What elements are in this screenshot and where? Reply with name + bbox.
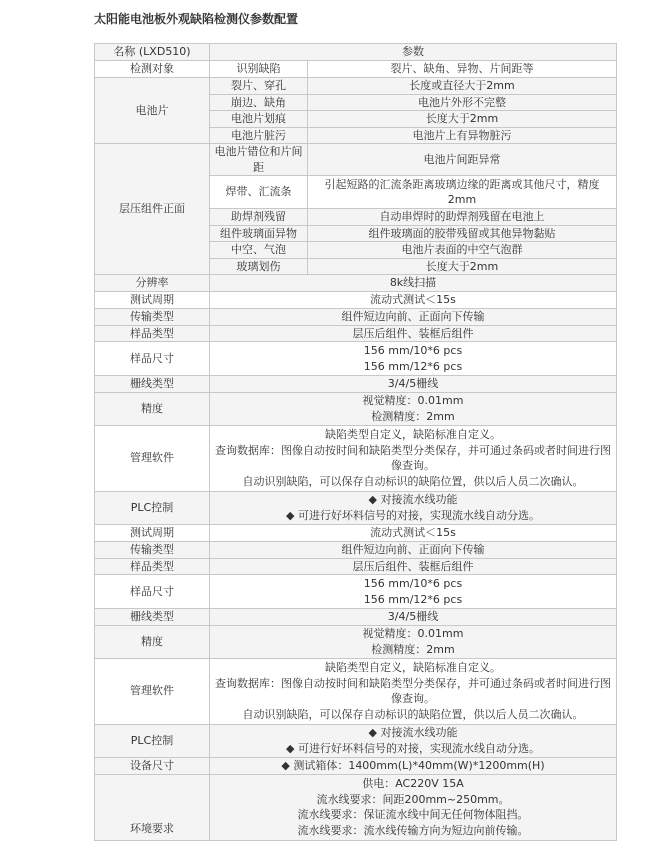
environment-line: 流水线要求：保证流水线中间无任何物体阻挡。 — [297, 808, 529, 821]
header-name: 名称 (LXD510) — [95, 44, 210, 61]
cycle-label: 测试周期 — [95, 524, 210, 541]
plc-value — [210, 724, 617, 757]
precision-value — [210, 392, 617, 425]
device-size-value: ◆ 测试箱体：1400mm(L)*40mm(W)*1200mm(H) — [210, 757, 617, 774]
sample-size-label: 样品尺寸 — [95, 342, 210, 376]
grid-value: 3/4/5栅线 — [210, 609, 617, 626]
cell-row — [95, 78, 617, 95]
detect-sub: 识别缺陷 — [210, 61, 308, 78]
plc-value — [210, 491, 617, 524]
grid-label: 栅线类型 — [95, 376, 210, 393]
detect-label: 检测对象 — [95, 61, 210, 78]
laminate-sub: 玻璃划伤 — [210, 258, 308, 275]
grid-label: 栅线类型 — [95, 609, 210, 626]
software-row — [95, 658, 617, 724]
cycle-row — [95, 524, 617, 541]
cell-value: 电池片上有异物脏污 — [308, 127, 617, 144]
sample-size-line: 156 mm/10*6 pcs — [363, 577, 463, 590]
plc-row — [95, 724, 617, 757]
plc-line: ◆ 可进行好坏料信号的对接，实现流水线自动分选。 — [286, 508, 540, 522]
laminate-value: 引起短路的汇流条距离玻璃边缘的距离或其他尺寸，精度2mm — [308, 176, 617, 209]
cell-label: 电池片 — [95, 78, 210, 144]
laminate-value: 自动串焊时的助焊剂残留在电池上 — [308, 209, 617, 226]
laminate-value: 长度大于2mm — [308, 258, 617, 275]
laminate-sub: 组件玻璃面异物 — [210, 225, 308, 242]
software-label: 管理软件 — [95, 658, 210, 724]
cycle-value: 流动式测试＜15s — [210, 524, 617, 541]
transfer-label: 传输类型 — [95, 308, 210, 325]
sample-type-row — [95, 558, 617, 575]
page-title: 太阳能电池板外观缺陷检测仪参数配置 — [94, 12, 299, 26]
laminate-sub: 焊带、汇流条 — [210, 176, 308, 209]
environment-line: 流水线要求：间距200mm~250mm。 — [316, 792, 510, 806]
transfer-row — [95, 308, 617, 325]
precision-label: 精度 — [95, 625, 210, 658]
precision-value — [210, 625, 617, 658]
header-param: 参数 — [210, 44, 617, 61]
precision-line: 视觉精度：0.01mm — [362, 394, 464, 407]
sample-type-row — [95, 325, 617, 342]
detect-value: 裂片、缺角、异物、片间距等 — [308, 61, 617, 78]
software-label: 管理软件 — [95, 425, 210, 491]
software-line: 自动识别缺陷，可以保存自动标识的缺陷位置，供以后人员二次确认。 — [242, 474, 584, 488]
environment-line: 供电：AC220V 15A — [362, 777, 464, 790]
sample-size-value — [210, 342, 617, 376]
plc-line: ◆ 对接流水线功能 — [368, 493, 458, 506]
plc-line: ◆ 可进行好坏料信号的对接，实现流水线自动分选。 — [286, 741, 540, 755]
sample-type-label: 样品类型 — [95, 325, 210, 342]
device-size-label: 设备尺寸 — [95, 757, 210, 774]
header-row — [95, 44, 617, 61]
precision-line: 视觉精度：0.01mm — [362, 627, 464, 640]
cell-sub: 电池片划痕 — [210, 111, 308, 128]
detect-row — [95, 61, 617, 78]
precision-row — [95, 392, 617, 425]
cell-value: 电池片外形不完整 — [308, 94, 617, 111]
device-size-row — [95, 757, 617, 774]
sample-type-label: 样品类型 — [95, 558, 210, 575]
sample-type-value: 层压后组件、装框后组件 — [210, 558, 617, 575]
plc-label: PLC控制 — [95, 724, 210, 757]
transfer-label: 传输类型 — [95, 541, 210, 558]
sample-size-value — [210, 575, 617, 609]
precision-label: 精度 — [95, 392, 210, 425]
cell-sub: 崩边、缺角 — [210, 94, 308, 111]
sample-size-row — [95, 575, 617, 609]
resolution-value: 8k线扫描 — [210, 275, 617, 292]
sample-type-value: 层压后组件、装框后组件 — [210, 325, 617, 342]
environment-value — [210, 774, 617, 840]
transfer-value: 组件短边向前、正面向下传输 — [210, 541, 617, 558]
laminate-value: 电池片间距异常 — [308, 144, 617, 176]
cycle-label: 测试周期 — [95, 291, 210, 308]
cycle-value: 流动式测试＜15s — [210, 291, 617, 308]
software-line: 自动识别缺陷，可以保存自动标识的缺陷位置，供以后人员二次确认。 — [242, 707, 584, 721]
precision-line: 检测精度：2mm — [371, 409, 455, 423]
sample-size-line: 156 mm/12*6 pcs — [363, 592, 463, 606]
environment-line: 流水线要求：流水线传输方向为短边向前传输。 — [297, 823, 529, 837]
cell-value: 长度大于2mm — [308, 111, 617, 128]
laminate-row — [95, 144, 617, 176]
software-line: 查询数据库：图像自动按时间和缺陷类型分类保存，并可通过条码或者时间进行图像查询。 — [215, 676, 611, 705]
cell-sub: 裂片、穿孔 — [210, 78, 308, 95]
plc-line: ◆ 对接流水线功能 — [368, 726, 458, 739]
precision-line: 检测精度：2mm — [371, 642, 455, 656]
laminate-label: 层压组件正面 — [95, 144, 210, 275]
grid-row — [95, 376, 617, 393]
sample-size-line: 156 mm/10*6 pcs — [363, 344, 463, 357]
plc-label: PLC控制 — [95, 491, 210, 524]
spec-table — [94, 43, 617, 841]
grid-row — [95, 609, 617, 626]
software-value — [210, 425, 617, 491]
laminate-sub: 中空、气泡 — [210, 242, 308, 259]
software-value — [210, 658, 617, 724]
laminate-value: 电池片表面的中空气泡群 — [308, 242, 617, 259]
sample-size-row — [95, 342, 617, 376]
grid-value: 3/4/5栅线 — [210, 376, 617, 393]
software-line: 缺陷类型自定义，缺陷标准自定义。 — [325, 428, 501, 441]
cell-sub: 电池片脏污 — [210, 127, 308, 144]
environment-label: 环境要求 — [95, 774, 210, 840]
software-line: 查询数据库：图像自动按时间和缺陷类型分类保存，并可通过条码或者时间进行图像查询。 — [215, 443, 611, 472]
laminate-sub: 电池片错位和片间距 — [210, 144, 308, 176]
laminate-sub: 助焊剂残留 — [210, 209, 308, 226]
software-line: 缺陷类型自定义，缺陷标准自定义。 — [325, 661, 501, 674]
transfer-value: 组件短边向前、正面向下传输 — [210, 308, 617, 325]
cycle-row — [95, 291, 617, 308]
transfer-row — [95, 541, 617, 558]
environment-row — [95, 774, 617, 840]
precision-row — [95, 625, 617, 658]
plc-row — [95, 491, 617, 524]
sample-size-label: 样品尺寸 — [95, 575, 210, 609]
software-row — [95, 425, 617, 491]
resolution-row — [95, 275, 617, 292]
laminate-value: 组件玻璃面的胶带残留或其他异物黏贴 — [308, 225, 617, 242]
cell-value: 长度或直径大于2mm — [308, 78, 617, 95]
resolution-label: 分辨率 — [95, 275, 210, 292]
sample-size-line: 156 mm/12*6 pcs — [363, 359, 463, 373]
